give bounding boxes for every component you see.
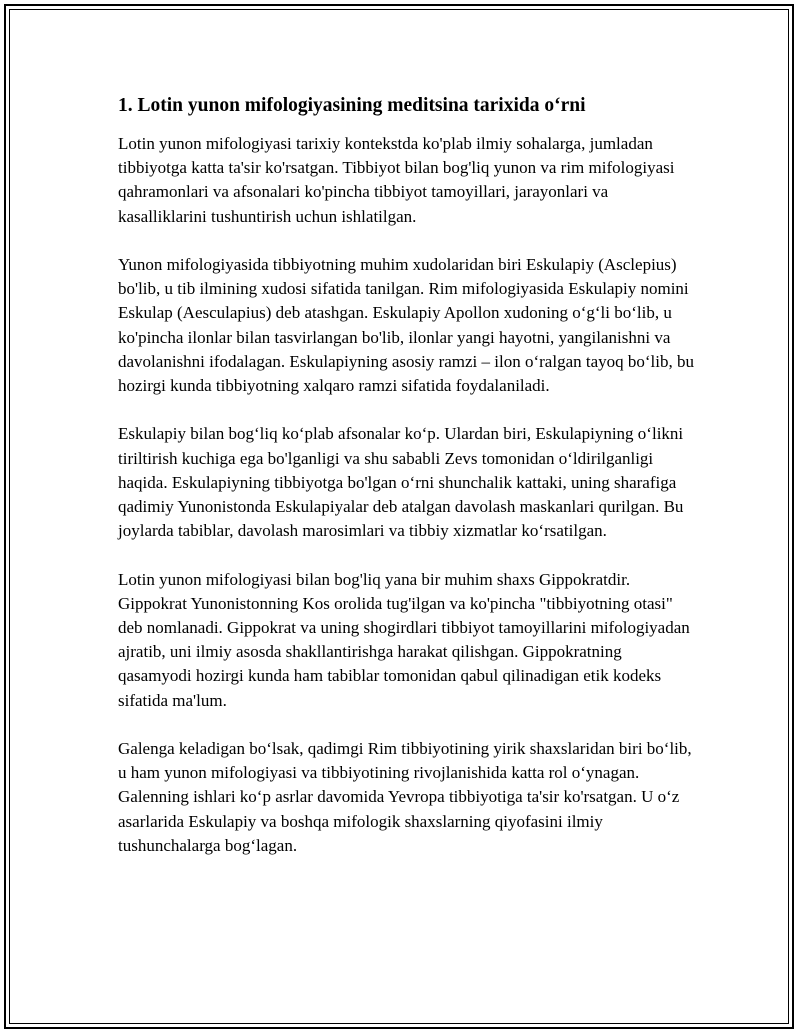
paragraph-1: Lotin yunon mifologiyasi tarixiy kontekstda ko'plab ilmiy sohalarga, jumladan tibbiyotga katta ta'sir ko'rsatgan. Tibbiyot bilan bog'liq yunon va rim mifologiyasi qahramonlari va afsonalari ko'pincha tibbiyot tamoyillari, jarayonlari va kasalliklarini tushuntirish uchun ishlatilgan. bbox=[118, 134, 675, 226]
section-title: 1. Lotin yunon mifologiyasining meditsina tarixida o‘rni bbox=[118, 95, 586, 116]
document-body bbox=[118, 92, 698, 882]
paragraph-2: Yunon mifologiyasida tibbiyotning muhim xudolaridan biri Eskulapiy (Asclepius) bo'lib, u tib ilmining xudosi sifatida tanilgan. Rim mifologiyasida Eskulapiy nomini Eskulap (Aesculapius) deb atashgan. Eskulapiy Apollon xudoning o‘g‘li bo‘lib, u ko'pincha ilonlar bilan tasvirlangan bo'lib, ilonlar yangi hayotni, yangilanishni va davolanishni ifodalagan. Eskulapiyning asosiy ramzi – ilon o‘ralgan tayoq bo‘lib, bu hozirgi kunda tibbiyotning xalqaro ramzi sifatida foydalaniladi. bbox=[118, 255, 694, 396]
paragraph-5: Galenga keladigan bo‘lsak, qadimgi Rim tibbiyotining yirik shaxslaridan biri bo‘lib, u ham yunon mifologiyasi va tibbiyotining rivojlanishida katta rol o‘ynagan. Galenning ishlari ko‘p asrlar davomida Yevropa tibbiyotiga ta'sir ko'rsatgan. U o‘z asarlarida Eskulapiy va boshqa mifologik shaxslarning qiyofasini ilmiy tushunchalarga bog‘lagan. bbox=[118, 739, 692, 855]
paragraph-4: Lotin yunon mifologiyasi bilan bog'liq yana bir muhim shaxs Gippokratdir. Gippokrat Yunonistonning Kos orolida tug'ilgan va ko'pincha "tibbiyotning otasi" deb nomlanadi. Gippokrat va uning shogirdlari tibbiyot tamoyillarini mifologiyadan ajratib, uni ilmiy asosda shakllantirishga harakat qilishgan. Gippokratning qasamyodi hozirgi kunda ham tabiblar tomonidan qabul qilinadigan etik kodeks sifatida ma'lum. bbox=[118, 569, 690, 710]
paragraph-3: Eskulapiy bilan bog‘liq ko‘plab afsonalar ko‘p. Ulardan biri, Eskulapiyning o‘likni tiriltirish kuchiga ega bo'lganligi va shu sababli Zevs tomonidan o‘ldirilganligi haqida. Eskulapiyning tibbiyotga bo'lgan o‘rni shunchalik kattaki, uning sharafiga qadimiy Yunonistonda Eskulapiyalar deb atalgan davolash maskanlari qurilgan. Bu joylarda tabiblar, davolash marosimlari va tibbiy xizmatlar ko‘rsatilgan. bbox=[118, 424, 684, 541]
